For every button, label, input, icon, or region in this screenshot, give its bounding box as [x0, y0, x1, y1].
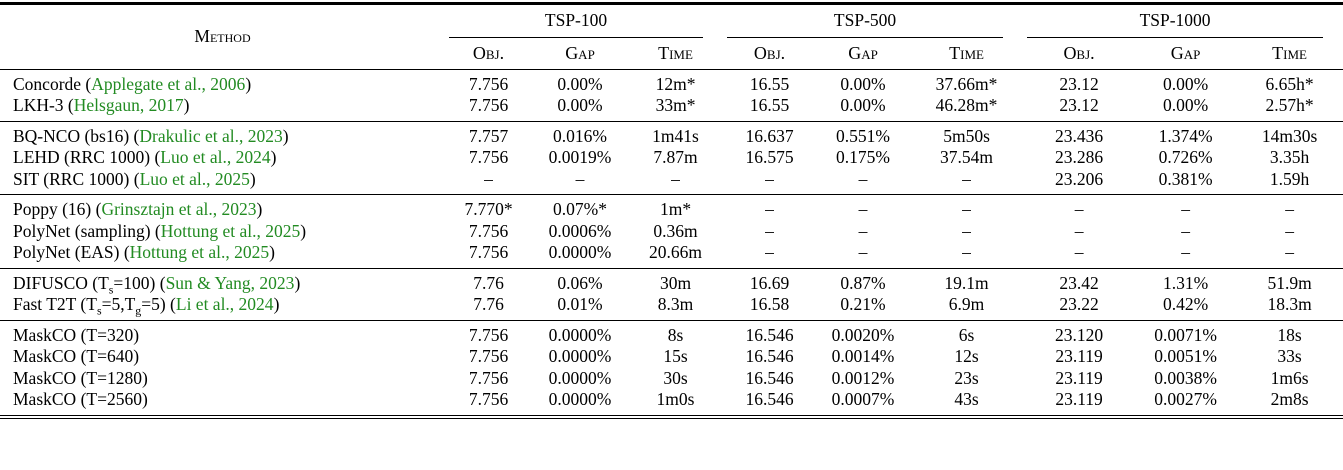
table-row — [0, 320, 1343, 346]
obj-value-cell: 7.756 — [468, 73, 509, 94]
gap-value-cell: 0.21% — [840, 294, 886, 314]
gap-value-cell: 0.0007% — [831, 389, 895, 409]
citation-link[interactable]: Sun & Yang, 2023 — [165, 272, 295, 293]
obj-value-cell: – — [1074, 220, 1084, 241]
method-name-text: Poppy (16) ( — [13, 199, 102, 219]
time-value-cell: – — [962, 199, 971, 219]
gap-column-header: Gap — [848, 42, 878, 63]
column-group-label: TSP-500 — [727, 5, 1003, 38]
citation-link[interactable]: Li et al., 2024 — [175, 294, 274, 314]
gap-value-cell: – — [1181, 220, 1190, 241]
obj-value-cell: 16.55 — [749, 95, 790, 115]
method-name-text: ) — [294, 272, 301, 293]
table-row — [0, 346, 1343, 368]
obj-value-cell: 16.546 — [745, 324, 794, 345]
method-name-text: ) — [270, 147, 277, 167]
obj-value-cell: 7.756 — [468, 220, 509, 241]
obj-value-cell: 23.12 — [1059, 95, 1099, 115]
obj-column-header: Obj. — [1063, 42, 1095, 63]
gap-value-cell: 0.00% — [1162, 73, 1209, 94]
time-value-cell: – — [671, 168, 680, 189]
obj-value-cell: 16.637 — [745, 125, 794, 146]
gap-value-cell: – — [858, 168, 868, 189]
citation-link[interactable]: Luo et al., 2024 — [160, 147, 271, 167]
obj-value-cell: 7.756 — [468, 242, 509, 262]
obj-column-header: Obj. — [472, 42, 505, 63]
method-name-text: PolyNet (EAS) ( — [13, 242, 130, 262]
table-row — [0, 195, 1343, 221]
method-name-text: =5) ( — [141, 294, 176, 314]
method-name-text: ) — [273, 294, 280, 314]
method-cell — [0, 169, 445, 195]
gap-value-cell: 0.0006% — [548, 220, 612, 241]
results-table — [0, 2, 1343, 419]
gap-column-header: Gap — [565, 42, 595, 63]
gap-column-header: Gap — [1170, 42, 1201, 63]
obj-column-header: Obj. — [753, 42, 786, 63]
time-value-cell: – — [962, 242, 971, 262]
method-name-text: MaskCO (T=640) — [13, 346, 140, 366]
method-name-text: DIFUSCO (T — [13, 272, 109, 293]
obj-value-cell: 16.58 — [749, 294, 790, 314]
gap-value-cell: 0.06% — [557, 272, 603, 293]
time-value-cell: 30s — [663, 367, 688, 388]
method-cell — [0, 195, 445, 221]
method-subscript: s — [108, 282, 114, 296]
method-cell — [0, 95, 445, 121]
gap-value-cell: 0.016% — [553, 125, 607, 146]
method-subscript: g — [135, 303, 142, 318]
method-cell — [0, 346, 445, 368]
time-column-header: Time — [949, 42, 984, 63]
obj-value-cell: 16.546 — [745, 367, 794, 388]
obj-value-cell: 23.436 — [1055, 125, 1104, 146]
time-value-cell: 37.66m* — [935, 73, 998, 94]
gap-value-cell: 0.0000% — [548, 389, 612, 409]
time-value-cell: 1m41s — [652, 125, 699, 146]
time-column-header: Time — [1272, 42, 1307, 63]
table-row — [0, 242, 1343, 268]
time-value-cell: 43s — [954, 389, 979, 409]
method-name-text: MaskCO (T=320) — [13, 324, 140, 345]
gap-value-cell: – — [858, 199, 868, 219]
method-name-text: LKH-3 ( — [13, 95, 74, 115]
obj-value-cell: – — [765, 199, 774, 219]
time-value-cell: 1.59h — [1269, 168, 1310, 189]
gap-value-cell: 0.0019% — [548, 147, 612, 167]
obj-value-cell: 23.119 — [1055, 367, 1103, 388]
obj-value-cell: – — [1074, 199, 1084, 219]
method-cell — [0, 147, 445, 169]
time-value-cell: 14m30s — [1261, 125, 1318, 146]
time-value-cell: 51.9m — [1267, 272, 1312, 293]
gap-value-cell: 1.374% — [1158, 125, 1213, 146]
obj-value-cell: 7.756 — [468, 389, 509, 409]
method-name-text: PolyNet (sampling) ( — [13, 220, 161, 241]
gap-value-cell: 0.381% — [1158, 168, 1213, 189]
citation-link[interactable]: Helsgaun, 2017 — [73, 95, 184, 115]
column-group-label: TSP-100 — [449, 5, 703, 38]
time-value-cell: 20.66m — [649, 242, 703, 262]
obj-value-cell: 23.22 — [1059, 294, 1099, 314]
time-value-cell: 12m* — [655, 73, 696, 94]
citation-link[interactable]: Hottung et al., 2025 — [160, 220, 301, 241]
gap-value-cell: 0.87% — [840, 272, 886, 293]
method-name-text: MaskCO (T=2560) — [13, 389, 148, 409]
time-value-cell: – — [962, 220, 971, 241]
obj-value-cell: 16.55 — [749, 73, 790, 94]
citation-link[interactable]: Drakulic et al., 2023 — [139, 125, 283, 146]
time-value-cell: 8s — [667, 324, 684, 345]
table-row — [0, 268, 1343, 294]
gap-value-cell: 0.0038% — [1154, 367, 1217, 388]
time-value-cell: 30m — [659, 272, 692, 293]
table-row — [0, 147, 1343, 169]
obj-value-cell: 7.770* — [464, 199, 513, 219]
time-value-cell: 18.3m — [1267, 294, 1312, 314]
method-cell — [0, 268, 445, 294]
obj-value-cell: 23.120 — [1055, 324, 1104, 345]
time-value-cell: 18s — [1277, 324, 1302, 345]
obj-value-cell: 7.756 — [468, 324, 509, 345]
time-value-cell: 6.9m — [948, 294, 985, 314]
obj-value-cell: 23.12 — [1059, 73, 1099, 94]
time-value-cell: 19.1m — [944, 272, 989, 293]
gap-value-cell: 0.00% — [1162, 95, 1209, 115]
obj-value-cell: 16.69 — [749, 272, 790, 293]
row-group — [0, 195, 1343, 269]
time-value-cell: 7.87m — [653, 147, 698, 167]
method-cell — [0, 221, 445, 243]
method-cell — [0, 294, 445, 320]
time-value-cell: 15s — [663, 346, 688, 366]
obj-value-cell: 7.756 — [468, 367, 509, 388]
time-value-cell: 2.57h* — [1265, 95, 1314, 115]
table-row — [0, 121, 1343, 147]
time-value-cell: 2m8s — [1270, 389, 1309, 409]
table-row — [0, 221, 1343, 243]
gap-value-cell: 0.00% — [557, 73, 603, 94]
table-row — [0, 169, 1343, 195]
obj-value-cell: – — [765, 220, 774, 241]
method-cell — [0, 389, 445, 417]
citation-link[interactable]: Applegate et al., 2006 — [91, 73, 246, 94]
obj-value-cell: 23.42 — [1059, 272, 1099, 293]
obj-value-cell: 7.756 — [468, 147, 509, 167]
obj-value-cell: – — [484, 168, 493, 189]
time-value-cell: 12s — [954, 346, 979, 366]
time-value-cell: – — [1285, 199, 1294, 219]
gap-value-cell: 0.0027% — [1154, 389, 1217, 409]
method-cell — [0, 69, 445, 95]
gap-value-cell: 0.00% — [557, 95, 603, 115]
obj-value-cell: 23.206 — [1055, 168, 1104, 189]
gap-value-cell: – — [1181, 242, 1190, 262]
method-subscript: s — [96, 303, 102, 318]
gap-value-cell: 0.01% — [557, 294, 603, 314]
gap-value-cell: 0.00% — [840, 95, 886, 115]
method-cell — [0, 368, 445, 390]
method-name-text: =5,T — [101, 294, 136, 314]
gap-value-cell: 0.0020% — [831, 324, 895, 345]
method-name-text: MaskCO (T=1280) — [13, 367, 148, 388]
obj-value-cell: 7.757 — [468, 125, 509, 146]
obj-value-cell: 16.575 — [745, 147, 794, 167]
method-name-text: ) — [249, 168, 256, 189]
gap-value-cell: 0.0000% — [548, 242, 612, 262]
gap-value-cell: 1.31% — [1162, 272, 1209, 293]
method-column-header: Method — [194, 26, 251, 47]
method-name-text: ) — [256, 199, 263, 219]
gap-value-cell: – — [1181, 199, 1190, 219]
gap-value-cell: 0.726% — [1158, 147, 1213, 167]
method-name-text: ) — [269, 242, 275, 262]
obj-value-cell: 7.76 — [473, 294, 504, 314]
time-value-cell: 33s — [1277, 346, 1302, 366]
column-group-label: TSP-1000 — [1027, 5, 1323, 38]
obj-value-cell: – — [1074, 242, 1084, 262]
gap-value-cell: 0.00% — [840, 73, 886, 94]
gap-value-cell: 0.0000% — [548, 346, 612, 366]
gap-value-cell: 0.0014% — [831, 346, 895, 366]
obj-value-cell: 23.119 — [1055, 389, 1103, 409]
time-value-cell: 1m6s — [1270, 367, 1309, 388]
time-value-cell: 8.3m — [657, 294, 694, 314]
method-cell — [0, 242, 445, 268]
citation-link[interactable]: Luo et al., 2025 — [139, 168, 250, 189]
time-value-cell: 37.54m — [940, 147, 994, 167]
obj-value-cell: 23.119 — [1055, 346, 1103, 366]
citation-link[interactable]: Hottung et al., 2025 — [129, 242, 270, 262]
method-cell — [0, 320, 445, 346]
obj-value-cell: – — [765, 168, 774, 189]
method-name-text: =100) ( — [113, 272, 166, 293]
column-group-tsp1000 — [1023, 4, 1343, 39]
obj-value-cell: 16.546 — [745, 389, 794, 409]
column-group-tsp500 — [723, 4, 1023, 39]
time-value-cell: 23s — [954, 367, 979, 388]
gap-value-cell: 0.0012% — [831, 367, 895, 388]
time-value-cell: 3.35h — [1269, 147, 1310, 167]
method-name-text: Concorde ( — [13, 73, 92, 94]
time-value-cell: – — [1285, 220, 1294, 241]
gap-value-cell: 0.42% — [1162, 294, 1209, 314]
table-row — [0, 69, 1343, 95]
obj-value-cell: 7.76 — [473, 272, 504, 293]
obj-value-cell: 7.756 — [468, 95, 509, 115]
time-value-cell: 1m0s — [656, 389, 695, 409]
gap-value-cell: – — [858, 242, 868, 262]
time-value-cell: – — [1285, 242, 1294, 262]
method-name-text: LEHD (RRC 1000) ( — [13, 147, 161, 167]
gap-value-cell: 0.0051% — [1154, 346, 1217, 366]
gap-value-cell: 0.551% — [836, 125, 890, 146]
time-value-cell: – — [962, 168, 971, 189]
header-group-row — [0, 4, 1343, 39]
gap-value-cell: 0.175% — [836, 147, 890, 167]
time-value-cell: 33m* — [655, 95, 696, 115]
time-value-cell: 6.65h* — [1265, 73, 1314, 94]
gap-value-cell: 0.07%* — [553, 199, 607, 219]
method-name-text: ) — [300, 220, 307, 241]
method-name-text: ) — [245, 73, 252, 94]
gap-value-cell: – — [575, 168, 585, 189]
table-row — [0, 389, 1343, 417]
obj-value-cell: 7.756 — [468, 346, 509, 366]
method-name-text: BQ-NCO (bs16) ( — [13, 125, 140, 146]
obj-value-cell: – — [765, 242, 774, 262]
row-group — [0, 69, 1343, 121]
row-group — [0, 320, 1343, 417]
time-value-cell: 5m50s — [943, 125, 990, 146]
time-value-cell: 46.28m* — [935, 95, 998, 115]
time-value-cell: 6s — [958, 324, 975, 345]
gap-value-cell: 0.0000% — [548, 367, 612, 388]
gap-value-cell: 0.0000% — [548, 324, 612, 345]
method-name-text: Fast T2T (T — [13, 294, 97, 314]
time-value-cell: 0.36m — [653, 220, 698, 241]
obj-value-cell: 16.546 — [745, 346, 794, 366]
row-group — [0, 121, 1343, 195]
obj-value-cell: 23.286 — [1055, 147, 1104, 167]
table-row — [0, 368, 1343, 390]
table-row — [0, 294, 1343, 320]
method-name-text: SIT (RRC 1000) ( — [13, 168, 140, 189]
gap-value-cell: – — [858, 220, 868, 241]
citation-link[interactable]: Grinsztajn et al., 2023 — [101, 199, 257, 219]
method-name-text: ) — [282, 125, 289, 146]
table-header — [0, 4, 1343, 70]
time-value-cell: 1m* — [659, 199, 692, 219]
time-column-header: Time — [658, 42, 693, 63]
method-cell — [0, 121, 445, 147]
method-name-text: ) — [183, 95, 190, 115]
gap-value-cell: 0.0071% — [1154, 324, 1217, 345]
table-row — [0, 95, 1343, 121]
row-group — [0, 268, 1343, 320]
column-group-tsp100 — [445, 4, 723, 39]
